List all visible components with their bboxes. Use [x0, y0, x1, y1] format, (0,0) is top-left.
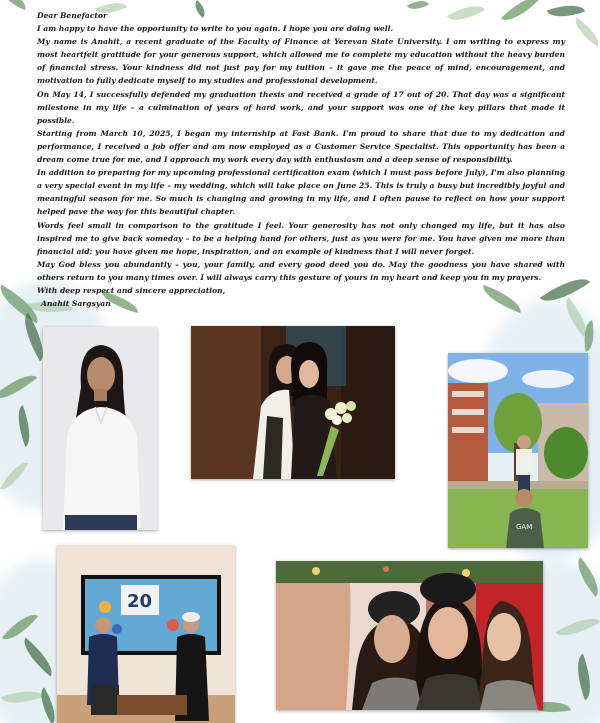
letter-paragraph: In addition to preparing for my upcoming professional certification exam (which I must pass before July), I'm also planning a very special event in my life – my wedding, which will take place on June 25. This is truly a busy but incredibly joyful and meaningful season for me. So much is changing and growing in my life, and I often pause to reflect on how your support helped pave the way for this beautiful chapter. [37, 168, 565, 217]
salutation: Dear Benefactor [37, 11, 107, 20]
tshirt-print: GAM [516, 523, 533, 531]
letter-paragraph: Starting from March 10, 2025, I began my internship at Fast Bank. I'm proud to share that due to my dedication and performance, I received a job offer and am now employed as a Customer Service Specialist. This opportunity has been a dream come true for me, and I approach my work every day with enthusiasm and a deep sense of responsibility. [37, 128, 565, 165]
signature: Anahit Sargsyan [41, 299, 111, 309]
photo-portrait [43, 327, 157, 530]
letter-body [37, 9, 565, 310]
closing: With deep respect and sincere appreciation, [37, 285, 226, 295]
letter-paragraph: My name is Anahit, a recent graduate of the Faculty of Finance at Yerevan State University. I am writing to express my most heartfelt gratitude for your generous support, which allowed me to complete my education without the heavy burden of financial stress. Your kindness did not just pay for my tuition – it gave me the peace of mind, encouragement, and motivation to fully dedicate myself to my studies and professional development. [37, 37, 565, 86]
slide-caption: 20 [127, 591, 153, 612]
letter-paragraph: May God bless you abundantly – you, your family, and every good deed you do. May the goodness you have shared with others return to you many times over. I will always carry this gesture of yours in my heart and keep you in my prayers. [37, 259, 565, 282]
photo-presentation [57, 545, 235, 723]
photo-outdoor-child [448, 353, 588, 548]
letter-paragraph: On May 14, I successfully defended my graduation thesis and received a grade of 17 out of 20. That day was a significant milestone in my life – a culmination of years of hard work, and your support was one of the key pillars that made it possible. [37, 89, 565, 125]
letter-paragraph: I am happy to have the opportunity to write to you again. I hope you are doing well. [37, 24, 394, 34]
letter-paragraph: Words feel small in comparison to the gratitude I feel. Your generosity has not only changed my life, but it has also inspired me to give back someday – to be a helping hand for others, just as you were for me. You have given me more than financial aid; you have given me hope, inspiration, and an example of kindness that I will never forget. [37, 220, 565, 256]
photo-graduation-hug [191, 326, 395, 479]
photo-selfie [276, 561, 543, 710]
